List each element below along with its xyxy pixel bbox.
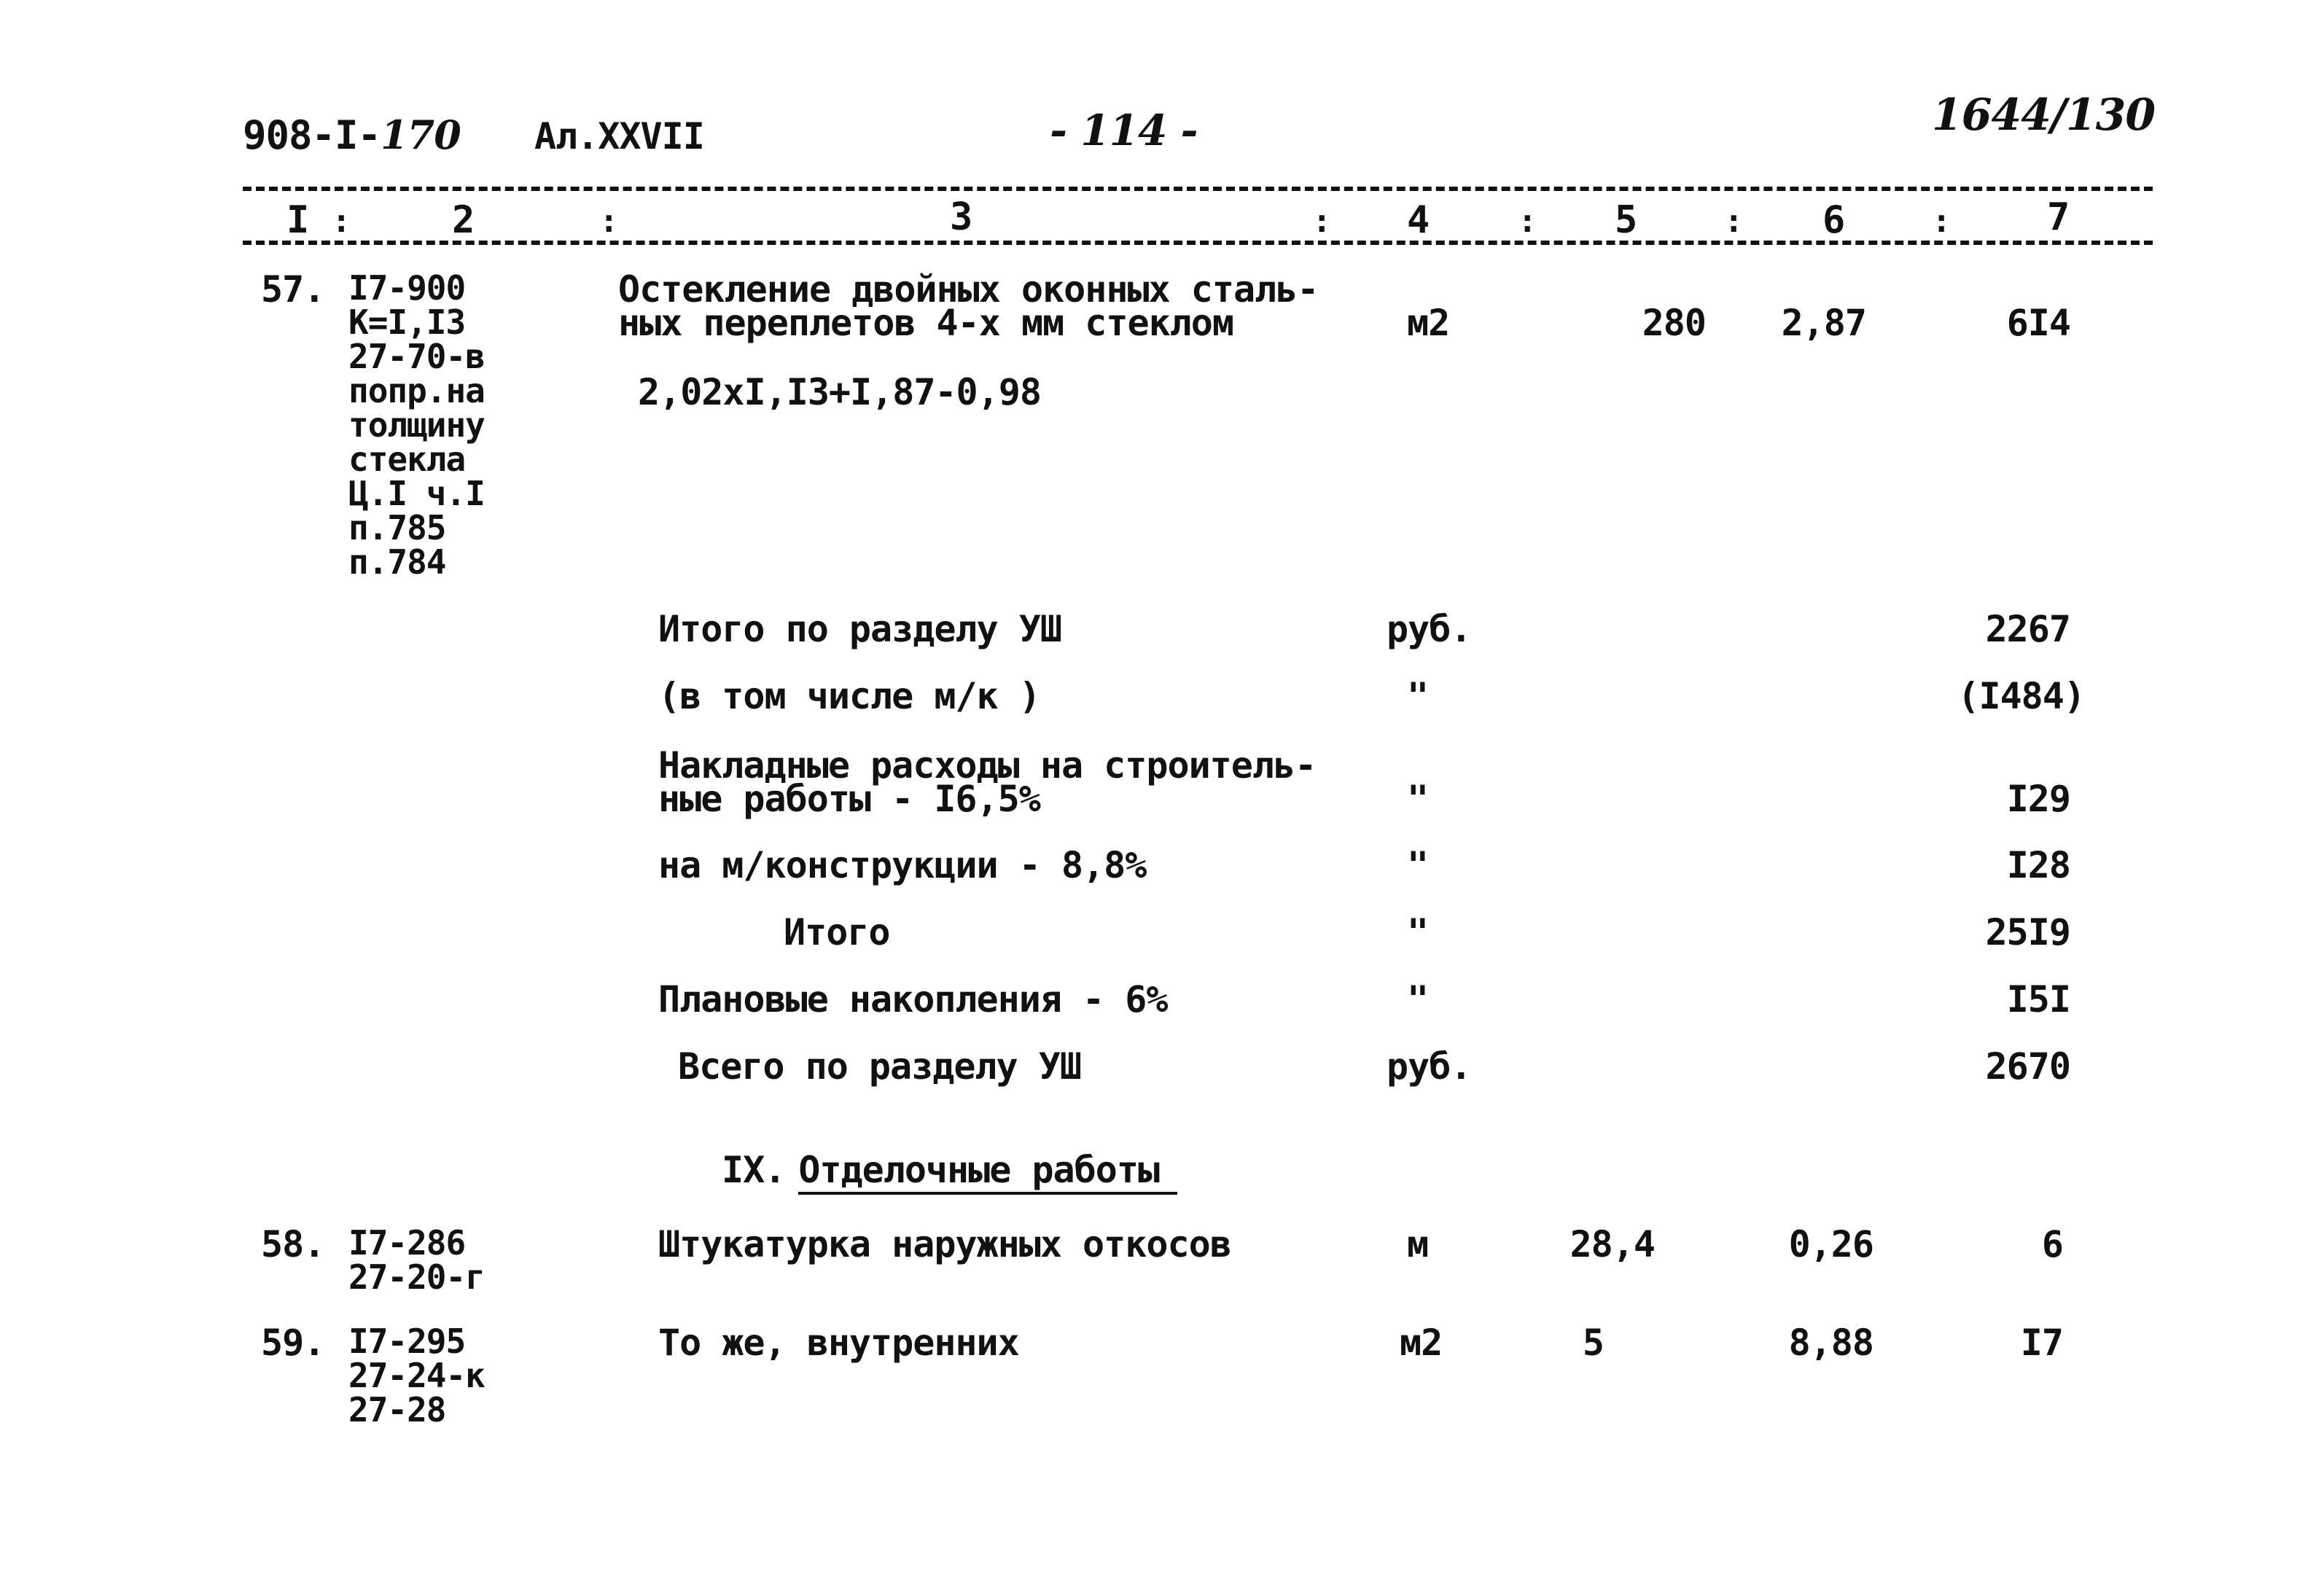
column-separator: : (1312, 203, 1332, 240)
quantity-cell: 280 (1642, 302, 1706, 344)
ditto-mark: " (1407, 675, 1429, 717)
ditto-mark: " (1407, 844, 1429, 886)
album-label: Ал.XXVII (534, 115, 704, 157)
code-line: толщину (348, 405, 485, 445)
unit-cell: м2 (1407, 302, 1450, 344)
section-title-underline (798, 1192, 1177, 1195)
norm-codes (348, 1223, 485, 1297)
sheet-number: 1644/130 (1932, 90, 2156, 141)
document-code-handwritten: 170 (381, 112, 461, 158)
summary-value: 2267 (1985, 608, 2070, 650)
summary-label: Итого по разделу УШ (658, 608, 1061, 650)
section-numeral: IX. (722, 1149, 786, 1191)
column-separator: : (1932, 203, 1951, 240)
total-cell: I7 (2020, 1322, 2063, 1364)
quantity-formula: 2,02xI,I3+I,87-0,98 (638, 371, 1041, 413)
description-line: Остекление двойных оконных сталь- (618, 268, 1319, 311)
column-number-3: 3 (950, 195, 973, 239)
column-separator: : (599, 203, 619, 240)
code-line: I7-295 (348, 1322, 466, 1361)
summary-label: на м/конструкции - 8,8% (658, 844, 1147, 886)
unit-cell: м (1407, 1223, 1429, 1265)
code-line: п.785 (348, 508, 446, 547)
code-line: 27-20-г (348, 1257, 485, 1297)
column-separator: : (332, 203, 351, 240)
description-line: ных переплетов 4-х мм стеклом (618, 302, 1233, 344)
unit-cell: м2 (1400, 1322, 1443, 1364)
summary-label: Итого (784, 911, 890, 953)
code-line: 27-24-к (348, 1356, 485, 1395)
ditto-mark: " (1407, 911, 1429, 953)
unit-price-cell: 0,26 (1788, 1223, 1873, 1265)
ditto-mark: " (1407, 778, 1429, 820)
column-separator: : (1724, 203, 1744, 240)
norm-codes (348, 268, 485, 582)
column-number-2: 2 (452, 198, 475, 242)
section-heading (722, 1149, 1160, 1191)
column-separator: : (1518, 203, 1537, 240)
column-number-1: I (286, 198, 310, 242)
summary-value: I28 (2006, 844, 2070, 886)
description-line: Штукатурка наружных откосов (658, 1223, 1231, 1265)
quantity-cell: 5 (1582, 1322, 1604, 1364)
header-rule-bottom (243, 241, 2153, 245)
total-cell: 6 (2041, 1223, 2063, 1265)
code-line: 27-28 (348, 1390, 446, 1429)
quantity-cell: 28,4 (1570, 1223, 1655, 1265)
code-line: I7-286 (348, 1223, 466, 1263)
unit-price-cell: 2,87 (1781, 302, 1866, 344)
summary-label: Накладные расходы на строитель- (658, 744, 1317, 787)
total-cell: 6I4 (2006, 302, 2070, 344)
ditto-mark: " (1407, 978, 1429, 1021)
code-line: стекла (348, 440, 466, 479)
row-number: 58. (261, 1223, 325, 1265)
document-code-printed: 908-I- (243, 112, 381, 158)
summary-value: (I484) (1957, 675, 2085, 717)
code-line: Ц.I ч.I (348, 474, 485, 513)
row-number: 57. (261, 268, 325, 311)
description-line: То же, внутренних (658, 1322, 1019, 1364)
row-number: 59. (261, 1322, 325, 1364)
summary-label: Всего по разделу УШ (678, 1045, 1081, 1088)
summary-unit: руб. (1387, 1045, 1472, 1088)
summary-label: ные работы - I6,5% (658, 778, 1040, 820)
summary-value: 2670 (1985, 1045, 2070, 1088)
section-title: Отделочные работы (798, 1149, 1160, 1191)
code-line: I7-900 (348, 268, 466, 308)
column-number-7: 7 (2047, 195, 2070, 239)
summary-label: (в том числе м/к ) (658, 675, 1040, 717)
norm-codes (348, 1324, 485, 1427)
page-number: - 114 - (1050, 106, 1198, 155)
summary-unit: руб. (1387, 608, 1472, 650)
code-line: K=I,I3 (348, 303, 466, 342)
summary-value: 25I9 (1985, 911, 2070, 953)
summary-value: I29 (2006, 778, 2070, 820)
header-rule-top (243, 187, 2153, 191)
document-code (243, 112, 461, 158)
code-line: попр.на (348, 371, 485, 410)
unit-price-cell: 8,88 (1788, 1322, 1873, 1364)
column-number-6: 6 (1822, 198, 1846, 242)
code-line: 27-70-в (348, 337, 485, 376)
summary-label: Плановые накопления - 6% (658, 978, 1168, 1021)
code-line: п.784 (348, 542, 446, 582)
column-number-5: 5 (1615, 198, 1638, 242)
column-number-4: 4 (1407, 198, 1430, 242)
summary-value: I5I (2006, 978, 2070, 1021)
